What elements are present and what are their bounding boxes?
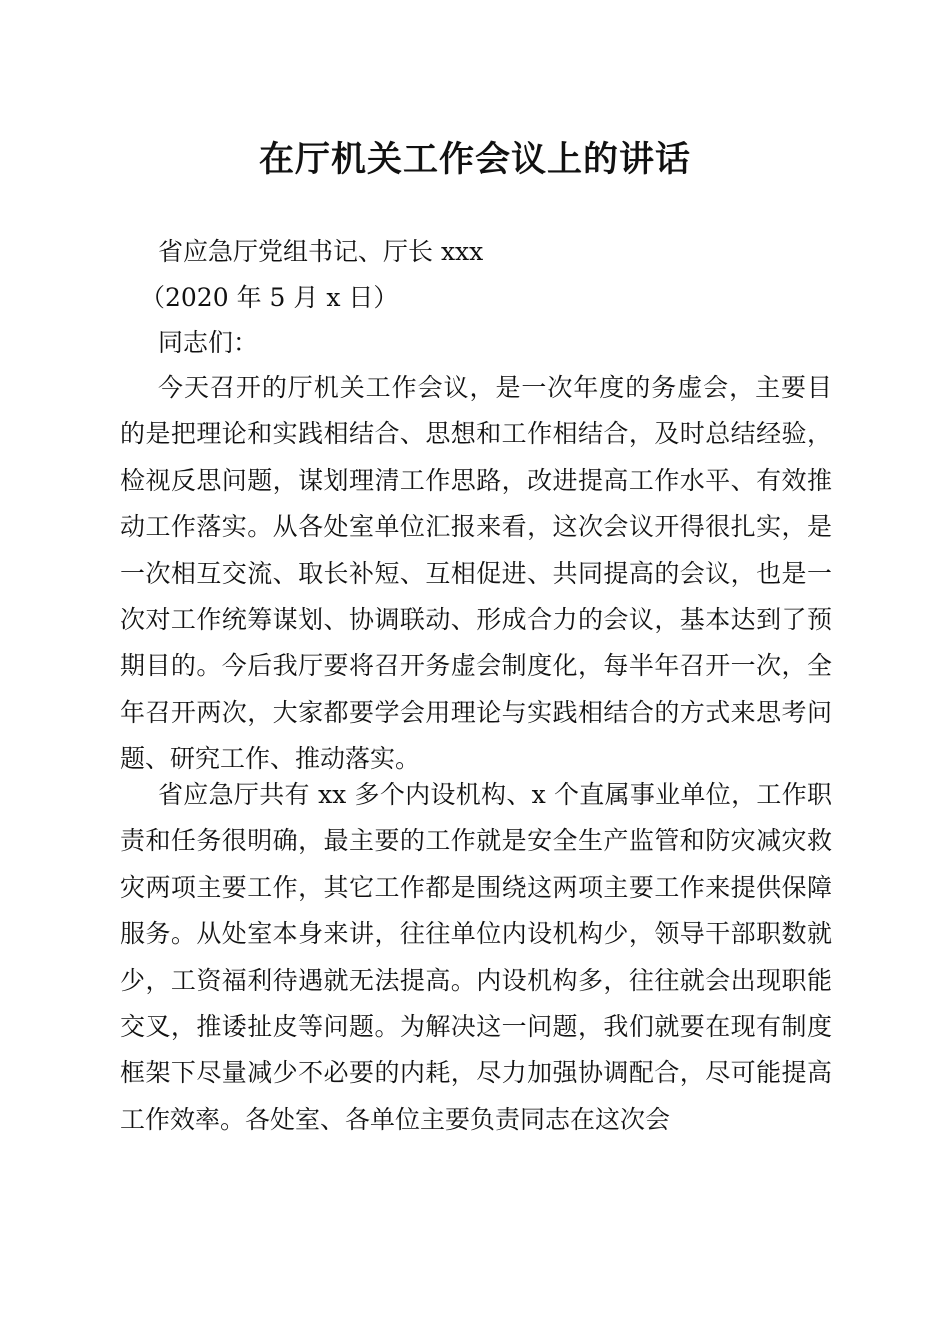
document-title: 在厅机关工作会议上的讲话 <box>258 139 691 180</box>
salutation: 同志们： <box>158 328 259 357</box>
body-paragraph-2: 省应急厅共有 xx 多个内设机构、x 个直属事业单位，工作职责和任务很明确，最主要的工作就是安全生产监管和防灾减灾救灾两项主要工作，其它工作都是围绕这两项主要工作来提供保障服务。从处室本身来讲，往往单位内设机构少，领导干部职数就少，工资福利待遇就无法提高。内设机构多，往往就会出现职能交叉，推诿扯皮等问题。为解决这一问题，我们就要在现有制度框架下尽量减少不必要的内耗，尽力加强协调配合，尽可能提高工作效率。各处室、各单位主要负责同志在这次会 <box>120 780 832 1134</box>
author-line: 省应急厅党组书记、厅长 xxx <box>158 237 484 266</box>
body-paragraph-1: 今天召开的厅机关工作会议，是一次年度的务虚会，主要目的是把理论和实践相结合、思想和工作相结合，及时总结经验，检视反思问题，谋划理清工作思路，改进提高工作水平、有效推动工作落实。从各处室单位汇报来看，这次会议开得很扎实，是一次相互交流、取长补短、互相促进、共同提高的会议，也是一次对工作统筹谋划、协调联动、形成合力的会议，基本达到了预期目的。今后我厅要将召开务虚会制度化，每半年召开一次，全年召开两次，大家都要学会用理论与实践相结合的方式来思考问题、研究工作、推动落实。 <box>120 373 832 774</box>
date-line: （2020 年 5 月 x 日） <box>140 283 399 312</box>
